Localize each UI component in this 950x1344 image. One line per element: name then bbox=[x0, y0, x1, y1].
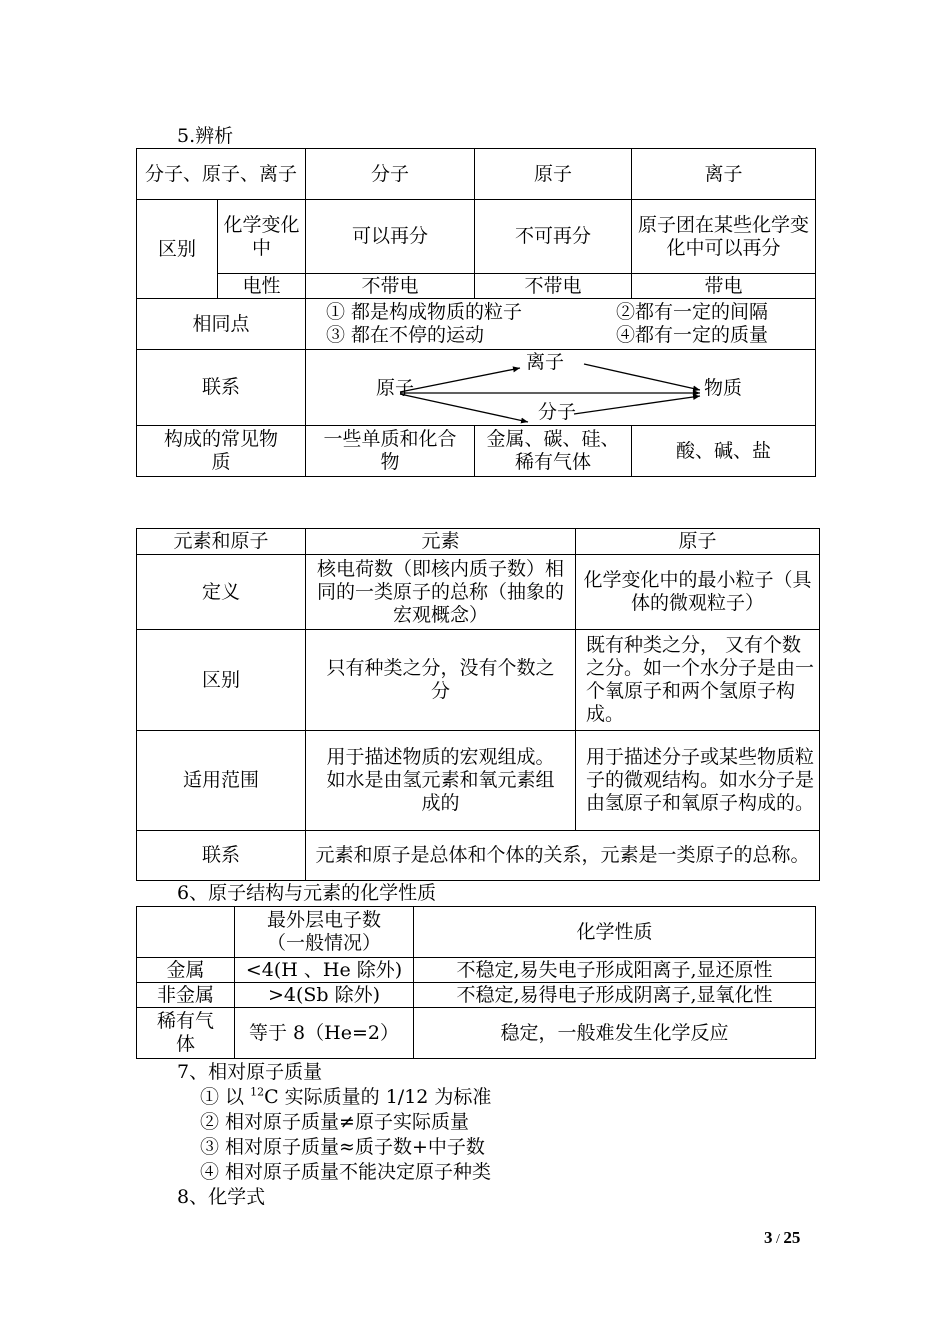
item-1-superscript: 12 bbox=[250, 1085, 265, 1099]
section-6-heading: 6、原子结构与元素的化学性质 bbox=[177, 882, 437, 904]
similarity-2: ②都有一定的间隔 bbox=[616, 301, 769, 323]
noble-gas-property: 稳定，一般难发生化学反应 bbox=[414, 1008, 816, 1059]
ion-common: 酸、碱、盐 bbox=[632, 426, 816, 477]
ion-charge: 带电 bbox=[632, 274, 816, 299]
page-number bbox=[764, 1228, 800, 1248]
ea-relation-label: 联系 bbox=[137, 831, 306, 881]
relation-atom: 原子 bbox=[376, 377, 415, 399]
definition-label: 定义 bbox=[137, 555, 306, 630]
ea-relation-text: 元素和原子是总体和个体的关系，元素是一类原子的总称。 bbox=[306, 831, 820, 881]
similarity-4: ④都有一定的质量 bbox=[616, 324, 769, 346]
scope-element: 用于描述物质的宏观组成。如水是由氢元素和氧元素组成的 bbox=[306, 731, 576, 831]
as-header-corner bbox=[137, 907, 235, 958]
relative-mass-item-1 bbox=[200, 1085, 491, 1109]
header-ion: 离子 bbox=[632, 149, 816, 200]
molecule-charge: 不带电 bbox=[306, 274, 475, 299]
common-substances-label: 构成的常见物质 bbox=[137, 426, 306, 477]
scope-atom: 用于描述分子或某些物质粒子的微观结构。如水分子是由氢原子和氧原子构成的。 bbox=[576, 731, 820, 831]
relation-label: 联系 bbox=[137, 350, 306, 426]
page-current: 3 bbox=[764, 1228, 773, 1247]
relative-mass-item-3: ③ 相对原子质量≈质子数+中子数 bbox=[200, 1136, 485, 1158]
item-1-suffix: C 实际质量的 1/12 为标准 bbox=[264, 1086, 492, 1108]
arrow-atom-to-ion bbox=[400, 368, 520, 392]
arrow-molecule-to-matter bbox=[574, 396, 700, 414]
atom-common: 金属、碳、硅、稀有气体 bbox=[475, 426, 632, 477]
noble-gas-electrons: 等于 8（He=2） bbox=[235, 1008, 414, 1059]
definition-element: 核电荷数（即核内质子数）相同的一类原子的总称（抽象的宏观概念） bbox=[306, 555, 576, 630]
element-atom-table bbox=[136, 528, 820, 881]
arrow-atom-to-molecule bbox=[400, 394, 528, 422]
atom-charge: 不带电 bbox=[475, 274, 632, 299]
definition-atom: 化学变化中的最小粒子（具体的微观粒子） bbox=[576, 555, 820, 630]
noble-gas-label: 稀有气体 bbox=[137, 1008, 235, 1059]
relation-diagram bbox=[306, 350, 816, 426]
difference-atom: 既有种类之分， 又有个数之分。如一个水分子是由一个氧原子和两个氢原子构成。 bbox=[576, 630, 820, 731]
difference-element: 只有种类之分，没有个数之分 bbox=[306, 630, 576, 731]
ea-header-element: 元素 bbox=[306, 529, 576, 555]
charge-label: 电性 bbox=[218, 274, 306, 299]
similarity-content bbox=[306, 299, 816, 350]
section-5-heading: 5.辨析 bbox=[177, 125, 234, 147]
compare-table bbox=[136, 148, 816, 477]
as-header-outer-electrons: 最外层电子数（一般情况） bbox=[235, 907, 414, 958]
similarity-3: ③ 都在不停的运动 bbox=[326, 324, 485, 346]
atom-chem-change: 不可再分 bbox=[475, 200, 632, 274]
ea-header-corner: 元素和原子 bbox=[137, 529, 306, 555]
item-1-prefix: ① 以 bbox=[200, 1086, 245, 1108]
relation-matter: 物质 bbox=[704, 377, 743, 399]
nonmetal-label: 非金属 bbox=[137, 983, 235, 1008]
molecule-common: 一些单质和化合物 bbox=[306, 426, 475, 477]
ea-difference-label: 区别 bbox=[137, 630, 306, 731]
section-8-heading: 8、化学式 bbox=[177, 1186, 266, 1208]
ion-chem-change: 原子团在某些化学变化中可以再分 bbox=[632, 200, 816, 274]
relation-ion: 离子 bbox=[526, 351, 565, 373]
header-corner: 分子、原子、离子 bbox=[137, 149, 306, 200]
header-atom: 原子 bbox=[475, 149, 632, 200]
nonmetal-property: 不稳定,易得电子形成阴离子,显氧化性 bbox=[414, 983, 816, 1008]
scope-label: 适用范围 bbox=[137, 731, 306, 831]
page-total: 25 bbox=[783, 1228, 801, 1247]
molecule-chem-change: 可以再分 bbox=[306, 200, 475, 274]
nonmetal-electrons: >4(Sb 除外) bbox=[235, 983, 414, 1008]
relative-mass-item-2: ② 相对原子质量≠原子实际质量 bbox=[200, 1111, 469, 1133]
metal-property: 不稳定,易失电子形成阳离子,显还原性 bbox=[414, 958, 816, 983]
as-header-chem-property: 化学性质 bbox=[414, 907, 816, 958]
header-molecule: 分子 bbox=[306, 149, 475, 200]
similarity-1: ① 都是构成物质的粒子 bbox=[326, 301, 523, 323]
difference-label: 区别 bbox=[137, 200, 218, 299]
ea-header-atom: 原子 bbox=[576, 529, 820, 555]
metal-label: 金属 bbox=[137, 958, 235, 983]
section-7-heading: 7、相对原子质量 bbox=[177, 1061, 323, 1083]
atomic-structure-table bbox=[136, 906, 816, 1059]
metal-electrons: <4(H 、He 除外) bbox=[235, 958, 414, 983]
arrow-ion-to-matter bbox=[584, 364, 700, 390]
relative-mass-item-4: ④ 相对原子质量不能决定原子种类 bbox=[200, 1161, 492, 1183]
page-separator: / bbox=[772, 1232, 784, 1247]
chem-change-label: 化学变化中 bbox=[218, 200, 306, 274]
similarity-label: 相同点 bbox=[137, 299, 306, 350]
relation-molecule: 分子 bbox=[538, 401, 577, 423]
